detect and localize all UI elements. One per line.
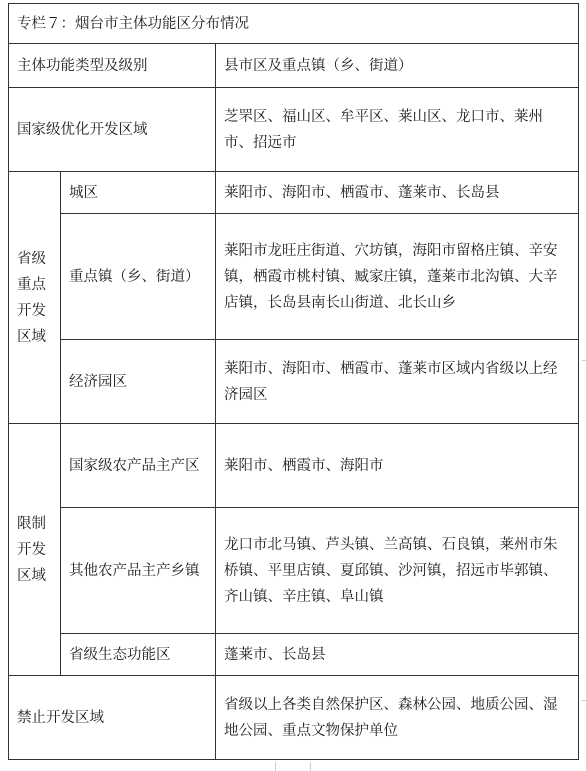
margin-mark — [310, 762, 311, 771]
margin-mark — [582, 360, 586, 361]
caption-row — [9, 4, 579, 44]
table-row — [9, 214, 579, 340]
margin-mark — [275, 762, 276, 771]
header-row — [9, 44, 579, 88]
restricted-label: 其他农产品主产乡镇 — [61, 508, 216, 634]
table-row — [9, 634, 579, 676]
zoning-table — [8, 3, 579, 760]
table-row — [9, 508, 579, 634]
provincial-key-value: 莱阳市、海阳市、栖霞市、蓬莱市区域内省级以上经济园区 — [216, 340, 579, 424]
restricted-value: 莱阳市、栖霞市、海阳市 — [216, 424, 579, 508]
table-row — [9, 676, 579, 760]
header-area: 县市区及重点镇（乡、街道） — [216, 44, 579, 88]
restricted-label: 省级生态功能区 — [61, 634, 216, 676]
margin-mark — [582, 700, 586, 701]
restricted-value: 龙口市北马镇、芦头镇、兰高镇、石良镇，莱州市朱桥镇、平里店镇、夏邱镇、沙河镇，招远市毕郭镇、齐山镇、辛庄镇、阜山镇 — [216, 508, 579, 634]
provincial-key-value: 莱阳市龙旺庄街道、穴坊镇，海阳市留格庄镇、辛安镇，栖霞市桃村镇、臧家庄镇，蓬莱市北沟镇、大辛店镇，长岛县南长山街道、北长山乡 — [216, 214, 579, 340]
restricted-group: 限制开发区域 — [9, 424, 61, 676]
national-optimized-label: 国家级优化开发区域 — [9, 88, 216, 172]
prohibited-value: 省级以上各类自然保护区、森林公园、地质公园、湿地公园、重点文物保护单位 — [216, 676, 579, 760]
table-caption: 专栏７：烟台市主体功能区分布情况 — [9, 4, 579, 44]
header-type: 主体功能类型及级别 — [9, 44, 216, 88]
restricted-value: 蓬莱市、长岛县 — [216, 634, 579, 676]
provincial-key-group: 省级重点开发区域 — [9, 172, 61, 424]
provincial-key-label: 重点镇（乡、街道） — [61, 214, 216, 340]
provincial-key-label: 城区 — [61, 172, 216, 214]
provincial-key-label: 经济园区 — [61, 340, 216, 424]
table-row — [9, 340, 579, 424]
table-row — [9, 424, 579, 508]
prohibited-label: 禁止开发区域 — [9, 676, 216, 760]
restricted-label: 国家级农产品主产区 — [61, 424, 216, 508]
table-row — [9, 172, 579, 214]
table-row — [9, 88, 579, 172]
provincial-key-value: 莱阳市、海阳市、栖霞市、蓬莱市、长岛县 — [216, 172, 579, 214]
national-optimized-value: 芝罘区、福山区、牟平区、莱山区、龙口市、莱州市、招远市 — [216, 88, 579, 172]
